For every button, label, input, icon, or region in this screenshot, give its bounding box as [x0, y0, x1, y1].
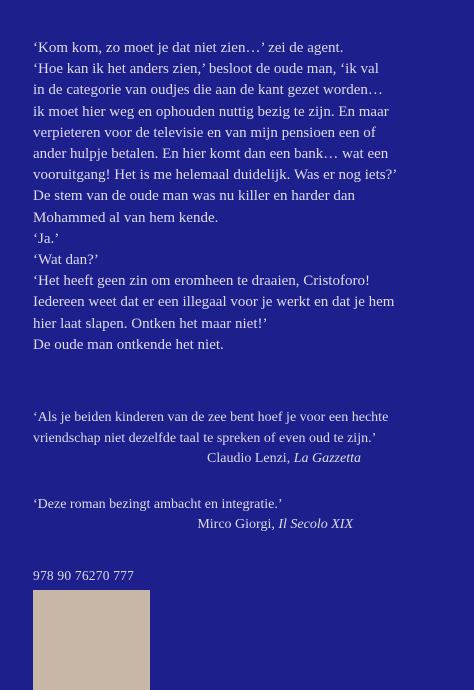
excerpt-line: hier laat slapen. Ontken het maar niet!’	[33, 315, 268, 332]
excerpt-line: ‘Ja.’	[33, 230, 60, 247]
excerpt-line: vooruitgang! Het is me helemaal duidelijk. Was er nog iets?’	[33, 167, 398, 184]
excerpt	[33, 38, 453, 356]
excerpt-line: ik moet hier weg en ophouden nuttig bezig te zijn. En maar	[33, 103, 389, 120]
review-quote	[33, 408, 453, 470]
barcode-area	[33, 590, 150, 690]
excerpt-line: Mohammed al van hem kende.	[33, 209, 219, 226]
reviews	[33, 408, 453, 536]
review-quote-line: vriendschap niet dezelfde taal te spreken of even oud te zijn.’	[33, 430, 377, 446]
excerpt-line: ‘Het heeft geen zin om eromheen te draaien, Cristoforo!	[33, 273, 370, 290]
review-credit	[33, 449, 453, 470]
excerpt-line: verpieteren voor de televisie en van mijn pensioen een of	[33, 124, 376, 141]
review-author: Claudio Lenzi,	[207, 451, 294, 466]
excerpt-line: De stem van de oude man was nu killer en harder dan	[33, 188, 355, 205]
excerpt-line: ‘Hoe kan ik het anders zien,’ besloot de oude man, ‘ik val	[33, 61, 379, 78]
review-quote	[33, 495, 453, 536]
excerpt-line: ‘Wat dan?’	[33, 252, 99, 269]
review-source: La Gazzetta	[293, 451, 361, 466]
excerpt-line: ‘Kom kom, zo moet je dat niet zien…’ zei de agent.	[33, 40, 344, 56]
review-quote-line: ‘Deze roman bezingt ambacht en integratie.’	[33, 496, 283, 512]
excerpt-line: in de categorie van oudjes die aan de kant gezet worden…	[33, 82, 383, 99]
review-quote-line: ‘Als je beiden kinderen van de zee bent hoef je voor een hechte	[33, 410, 389, 425]
excerpt-line: De oude man ontkende het niet.	[33, 336, 224, 353]
review-author: Mirco Giorgi,	[197, 517, 279, 532]
review-credit	[33, 515, 453, 536]
isbn: 978 90 76270 777	[33, 568, 135, 583]
excerpt-line: Iedereen weet dat er een illegaal voor je werkt en dat je hem	[33, 294, 395, 311]
review-source: Il Secolo XIX	[278, 517, 353, 532]
excerpt-line: ander hulpje betalen. En hier komt dan een bank… wat een	[33, 146, 389, 163]
